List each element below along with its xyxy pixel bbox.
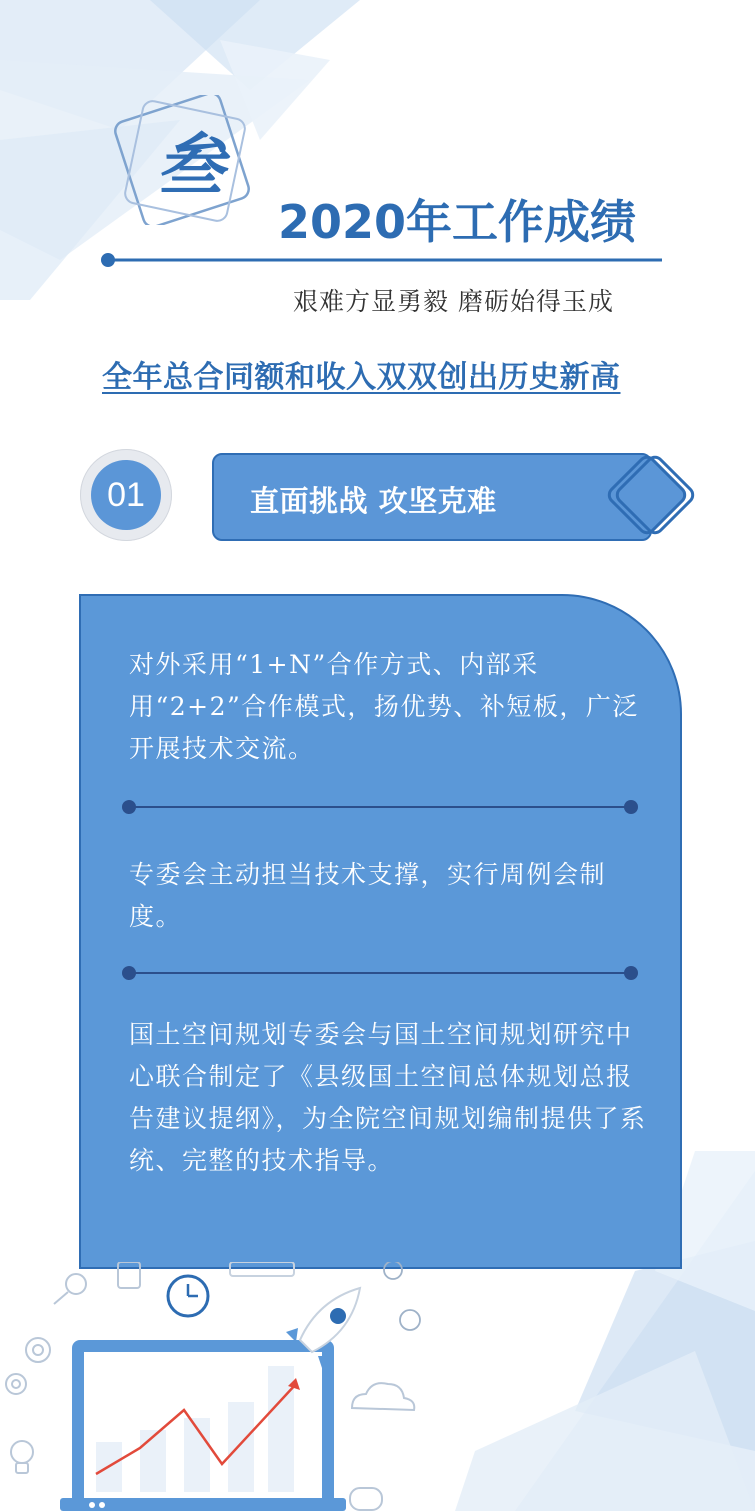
page-title: 2020年工作成绩 (278, 195, 637, 249)
card-paragraph: 对外采用“1+N”合作方式、内部采用“2+2”合作模式，扬优势、补短板，广泛开展技术交流。 (129, 650, 639, 763)
page-subtitle: 艰难方显勇毅 磨砺始得玉成 (293, 287, 614, 316)
badge-character: 叁 (155, 126, 224, 206)
coin-icon (384, 1262, 420, 1330)
laptop-chart-icon (0, 1262, 460, 1511)
headline: 全年总合同额和收入双双创出历史新高 (102, 360, 621, 395)
lightbulb-icon (11, 1441, 33, 1473)
gear-icon (6, 1338, 50, 1394)
section-number: 01 (91, 460, 161, 530)
section-title-bar (212, 453, 652, 541)
card-paragraph: 专委会主动担当技术支撑，实行周例会制度。 (129, 860, 607, 931)
magnifier-icon (54, 1274, 86, 1304)
section-number-badge (80, 449, 172, 541)
card-divider (121, 798, 641, 816)
phone-icon (118, 1262, 140, 1288)
card-divider (121, 964, 641, 982)
content-card (79, 594, 682, 1269)
section-title: 直面挑战 攻坚克难 (250, 484, 497, 518)
card-paragraph: 国土空间规划专委会与国土空间规划研究中心联合制定了《县级国土空间总体规划总报告建议提纲》，为全院空间规划编制提供了系统、完整的技术指导。 (129, 1020, 647, 1175)
title-underline (100, 252, 664, 268)
diamond-outline-icon (596, 444, 698, 546)
cloud-icon (352, 1383, 414, 1410)
clock-icon (168, 1276, 208, 1316)
